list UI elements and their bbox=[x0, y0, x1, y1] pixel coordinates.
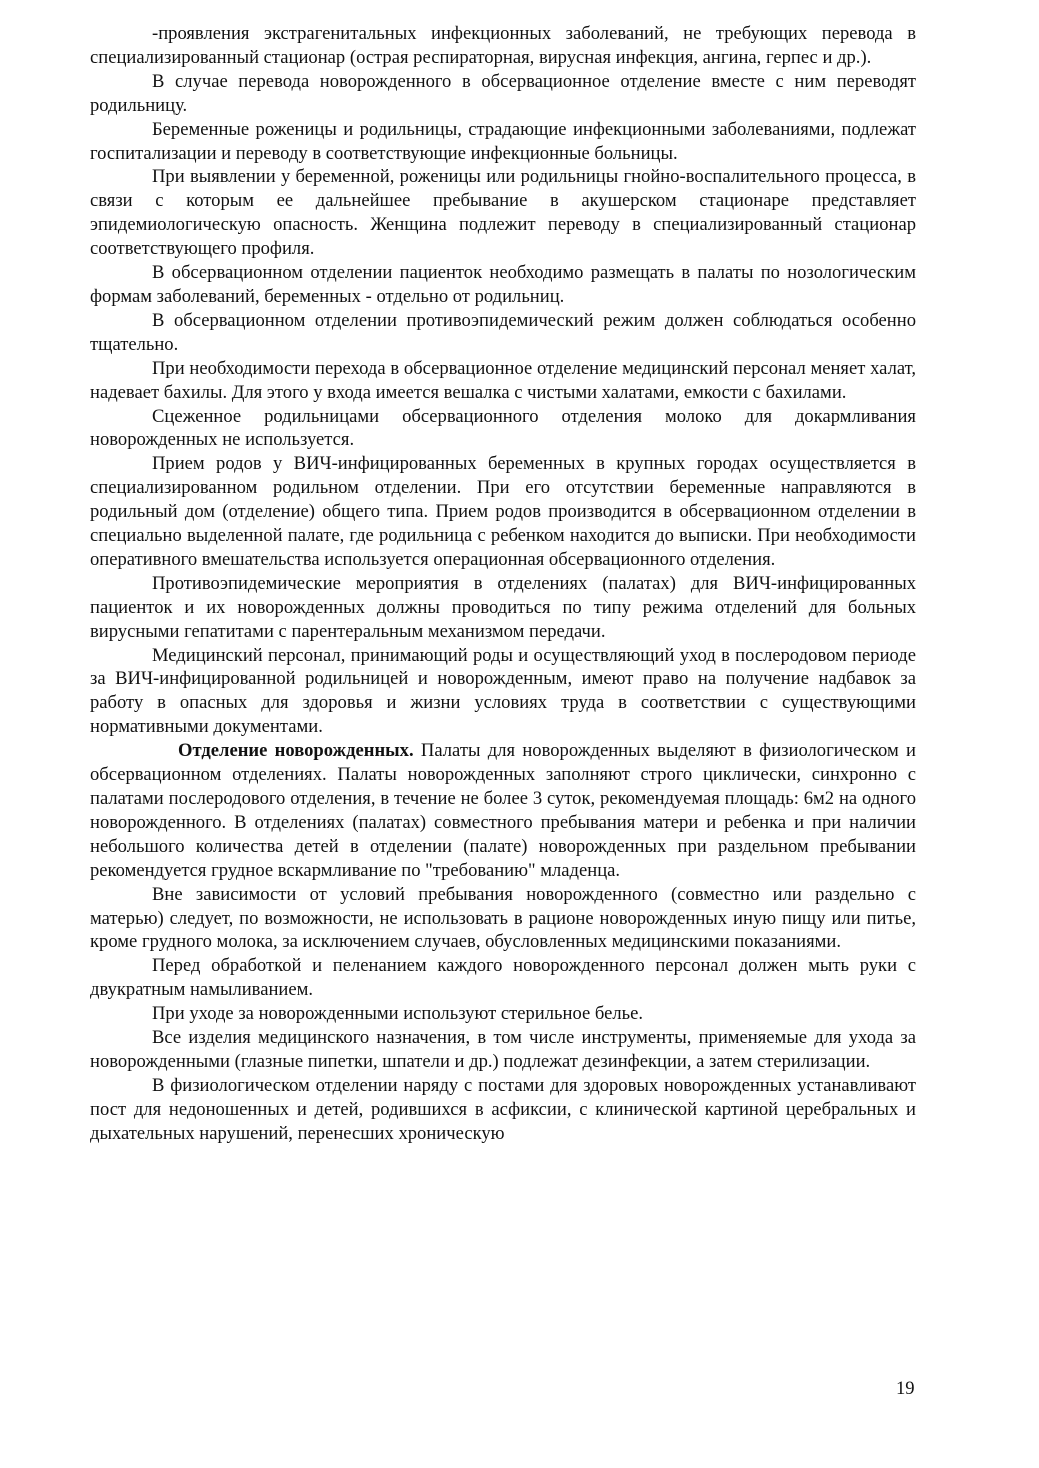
paragraph-newborn-department bbox=[90, 739, 916, 882]
paragraph-ward-placement: В обсервационном отделении пациенток необходимо размещать в палаты по нозологическим формам заболеваний, беременных - отдельно от родильниц. bbox=[90, 262, 916, 307]
paragraph-sterile-linen: При уходе за новорожденными используют стерильное белье. bbox=[152, 1003, 643, 1025]
paragraph-breastfeeding: Вне зависимости от условий пребывания новорожденного (совместно или раздельно с матерью) следует, по возможности, не использовать в рационе новорожденных иную пищу или питье, кроме грудного молока, за исключением случаев, обусловленных медицинскими показаниями. bbox=[90, 883, 916, 953]
paragraph-expressed-milk: Сцеженное родильницами обсервационного отделения молоко для докармливания новорожденных не используется. bbox=[90, 405, 916, 451]
paragraph-premature-post: В физиологическом отделении наряду с постами для здоровых новорожденных устанавливают пост для недоношенных и детей, родившихся в асфиксии, с клинической картиной церебральных и дыхательных нарушений, перенесших хроническую bbox=[90, 1074, 916, 1144]
paragraph-hiv-delivery: Прием родов у ВИЧ-инфицированных беременных в крупных городах осуществляется в специализированном родильном отделении. При его отсутствии беременные направляются в родильный дом (отделение) общего типа. Прием родов производится в обсервационном отделении в специально выделенной палате, где родильница с ребенком находится до выписки. При необходимости оперативного вмешательства используется операционная обсервационного отделения. bbox=[90, 453, 916, 570]
newborn-department-text: Палаты для новорожденных выделяют в физиологическом и обсервационном отделениях. Палаты новорожденных заполняют строго циклически, синхронно с палатами послеродового отделения, в течение не более 3 суток, рекомендуемая площадь: 6м2 на одного новорожденного. В отделениях (палатах) совместного пребывания матери и ребенка и при наличии небольшого количества детей в отделении (палате) новорожденных при раздельном пребывании рекомендуется грудное вскармливание по "требованию" младенца. bbox=[90, 740, 917, 881]
document-body bbox=[90, 22, 916, 1146]
paragraph-hiv-measures: Противоэпидемические мероприятия в отделениях (палатах) для ВИЧ-инфицированных пациенток и их новорожденных должны проводиться по типу режима отделений для больных вирусными гепатитами с парентеральным механизмом передачи. bbox=[90, 572, 916, 642]
paragraph-antiepidemic-regime: В обсервационном отделении противоэпидемический режим должен соблюдаться особенно тщательно. bbox=[90, 309, 916, 355]
paragraph-infectious-hospitalization: Беременные роженицы и родильницы, страдающие инфекционными заболеваниями, подлежат госпитализации и переводу в соответствующие инфекционные больницы. bbox=[90, 118, 916, 164]
paragraph-newborn-transfer: В случае перевода новорожденного в обсервационное отделение вместе с ним переводят родильницу. bbox=[90, 70, 916, 116]
paragraph-staff-transition: При необходимости перехода в обсервационное отделение медицинский персонал меняет халат, надевает бахилы. Для этого у входа имеется вешалка с чистыми халатами, емкости с бахилами. bbox=[90, 357, 916, 403]
paragraph-hand-washing: Перед обработкой и пеленанием каждого новорожденного персонал должен мыть руки с двукратным намыливанием. bbox=[90, 955, 916, 1001]
paragraph-sterilization: Все изделия медицинского назначения, в том числе инструменты, применяемые для ухода за новорожденными (глазные пипетки, шпатели и др.) подлежат дезинфекции, а затем стерилизации. bbox=[90, 1027, 916, 1072]
paragraph-staff-allowances: Медицинский персонал, принимающий роды и осуществляющий уход в послеродовом периоде за ВИЧ-инфицированной родильницей и новорожденным, имеют право на получение надбавок за работу в опасных для здоровья и жизни условиях труда в соответствии с существующими нормативными документами. bbox=[90, 644, 916, 738]
section-heading-newborn-department: Отделение новорожденных. bbox=[178, 740, 414, 762]
page-number: 19 bbox=[896, 1378, 915, 1399]
paragraph-purulent-inflammatory-process: При выявлении у беременной, роженицы или родильницы гнойно-воспалительного процесса, в связи с которым ее дальнейшее пребывание в акушерском стационаре представляет эпидемиологическую опасность. Женщина подлежит переводу в специализированный стационар соответствующего профиля. bbox=[90, 166, 916, 260]
paragraph-extragenital-infections: -проявления экстрагенитальных инфекционных заболеваний, не требующих перевода в специализированный стационар (острая респираторная, вирусная инфекция, ангина, герпес и др.). bbox=[90, 23, 916, 68]
